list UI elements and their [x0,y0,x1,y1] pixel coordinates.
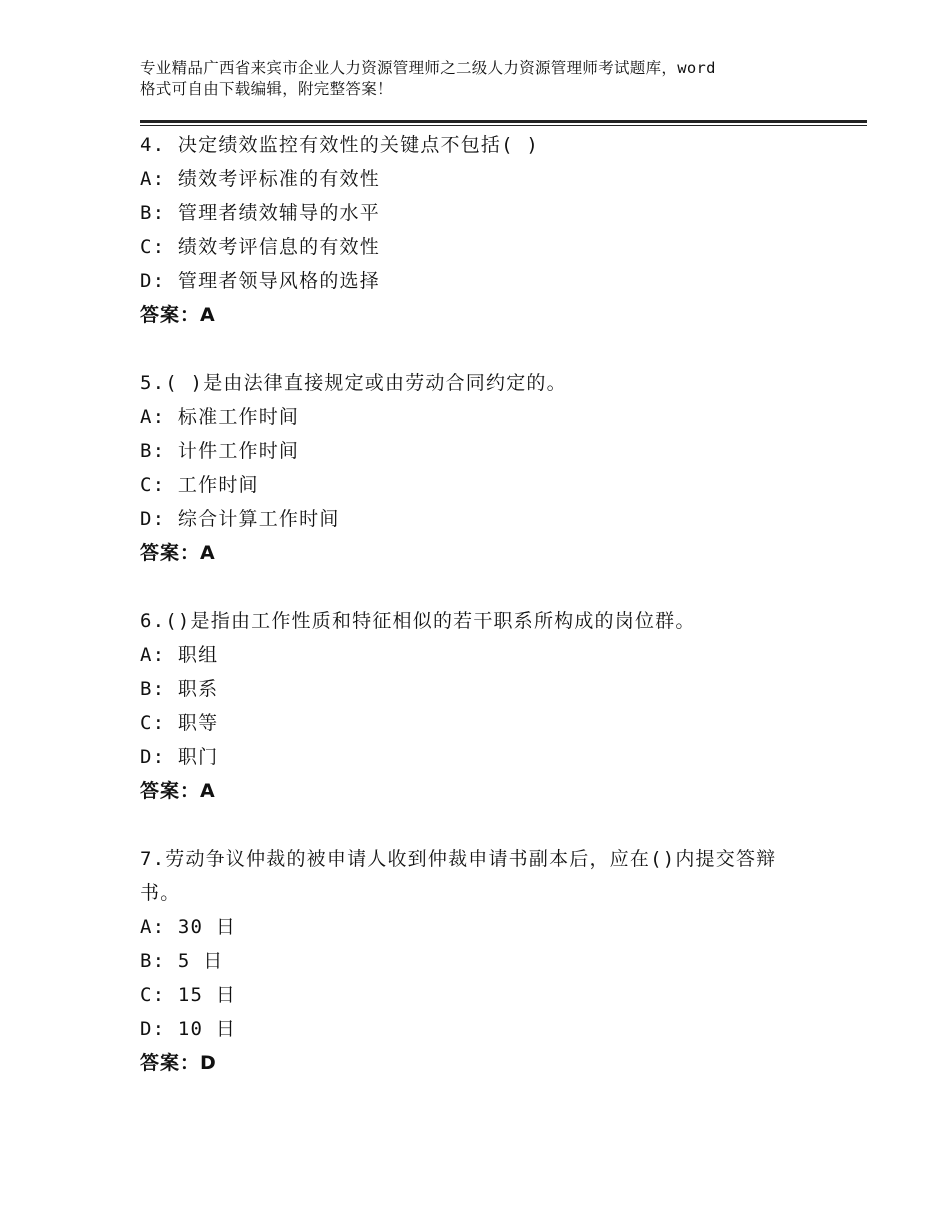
question-stem: 6.()是指由工作性质和特征相似的若干职系所构成的岗位群。 [140,610,696,632]
option-b: B: 计件工作时间 [140,440,300,462]
option-a: A: 标准工作时间 [140,406,300,428]
question-4 [140,128,840,332]
answer-label: 答案：A [140,304,216,326]
option-a: A: 职组 [140,644,219,666]
option-d: D: 管理者领导风格的选择 [140,270,380,292]
question-7 [140,842,840,1080]
option-d: D: 职门 [140,746,219,768]
option-c: C: 绩效考评信息的有效性 [140,236,380,258]
question-stem: 7.劳动争议仲裁的被申请人收到仲裁申请书副本后，应在()内提交答辩书。 [140,848,777,904]
header-line-2: 格式可自由下载编辑，附完整答案！ [140,80,393,98]
option-c: C: 工作时间 [140,474,259,496]
option-b: B: 管理者绩效辅导的水平 [140,202,380,224]
option-b: B: 5 日 [140,950,224,972]
question-stem: 5.( )是由法律直接规定或由劳动合同约定的。 [140,372,567,394]
answer-label: 答案：A [140,542,216,564]
question-stem: 4. 决定绩效监控有效性的关键点不包括( ) [140,134,540,156]
option-c: C: 15 日 [140,984,237,1006]
option-d: D: 综合计算工作时间 [140,508,340,530]
option-d: D: 10 日 [140,1018,237,1040]
question-6 [140,604,840,808]
answer-label: 答案：A [140,780,216,802]
option-a: A: 绩效考评标准的有效性 [140,168,380,190]
header-divider-thick [140,120,867,123]
question-5 [140,366,840,570]
answer-label: 答案：D [140,1052,217,1074]
option-c: C: 职等 [140,712,219,734]
document-header [140,58,840,100]
option-b: B: 职系 [140,678,219,700]
header-divider-thin [140,125,867,126]
question-list [140,128,840,1114]
header-line-1: 专业精品广西省来宾市企业人力资源管理师之二级人力资源管理师考试题库，word [140,59,716,77]
option-a: A: 30 日 [140,916,237,938]
